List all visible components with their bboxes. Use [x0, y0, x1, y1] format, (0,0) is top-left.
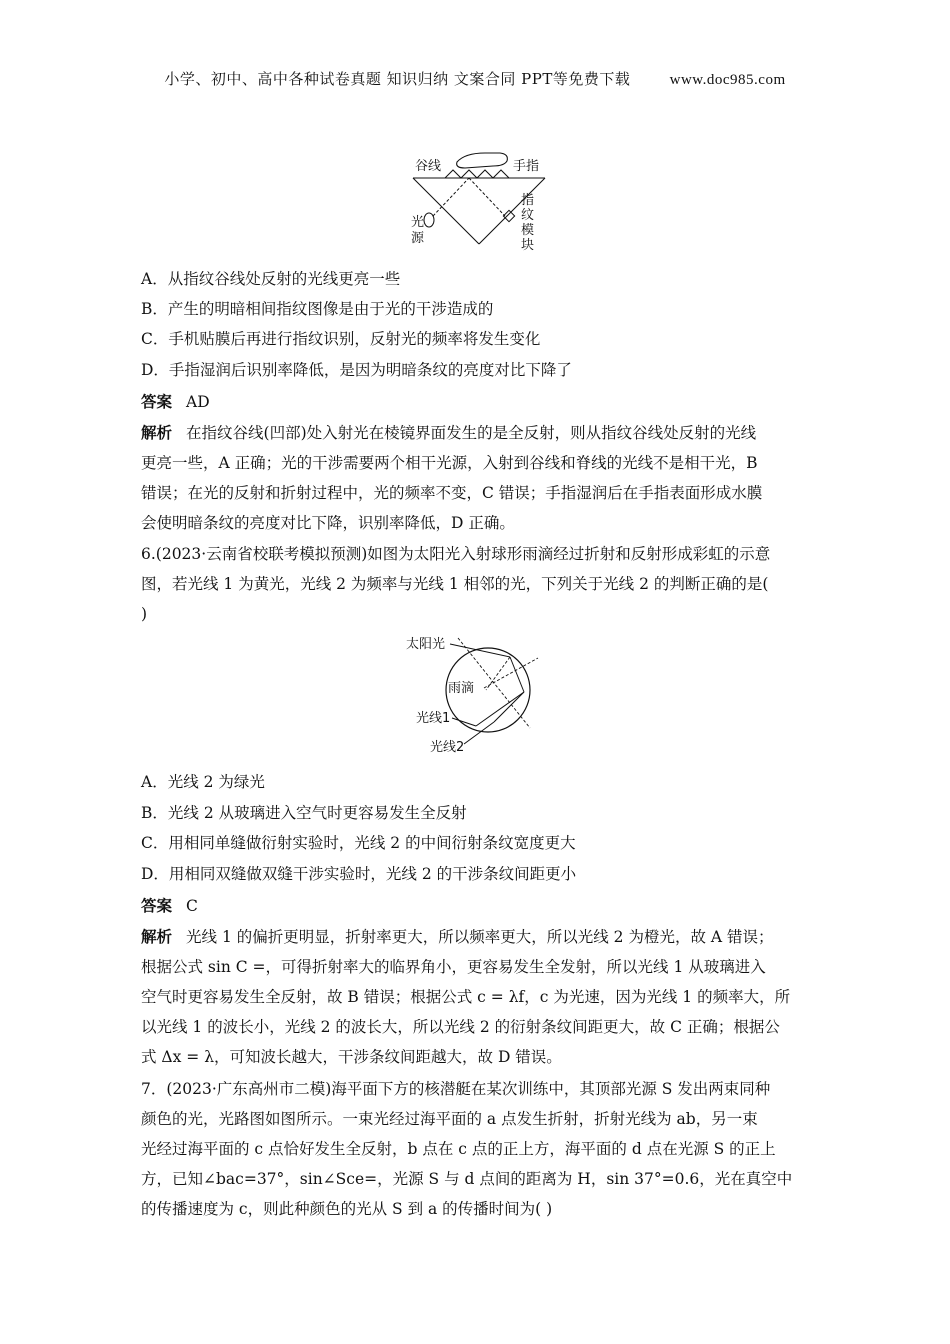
q7-stem-line-4: 方，已知∠bac=37°，sin∠Sce=，光源 S 与 d 点间的距离为 H，sin 37°=0.6，光在真空中 — [141, 1170, 793, 1188]
q5-answer-value: AD — [186, 393, 210, 411]
q6-analysis-text-1: 光线 1 的偏折更明显，折射率更大，所以频率更大，所以光线 2 为橙光，故 A 错误； — [186, 928, 774, 946]
ray1-label: 光线1 — [416, 711, 451, 726]
q6-stem-line-2: 图，若光线 1 为黄光，光线 2 为频率与光线 1 相邻的光，下列关于光线 2 的判断正确的是( — [141, 575, 769, 593]
q6-analysis-line-3: 空气时更容易发生全反射，故 B 错误；根据公式 c = λf，c 为光速，因为光线 1 的频率大，所 — [141, 988, 791, 1006]
q5-analysis-line-1 — [141, 422, 813, 444]
q5-analysis-line-4: 会使明暗条纹的亮度对比下降，识别率降低，D 正确。 — [141, 514, 515, 532]
q5-analysis-label: 解析 — [141, 423, 173, 442]
q6-analysis-line-2: 根据公式 sin C =，可得折射率大的临界角小，更容易发生全发射，所以光线 1 从玻璃进入 — [141, 958, 766, 976]
out-ray-2 — [464, 722, 494, 744]
finger-ridges — [445, 170, 509, 178]
q6-analysis-line-5: 式 Δx = λ，可知波长越大，干涉条纹间距越大，故 D 错误。 — [141, 1048, 562, 1066]
q7-stem-line-5: 的传播速度为 c，则此种颜色的光从 S 到 a 的传播时间为( ) — [141, 1200, 553, 1218]
module-label-4: 块 — [521, 238, 535, 253]
module-label-3: 模 — [521, 223, 535, 238]
q6-analysis-line-4: 以光线 1 的波长小，光线 2 的波长大，所以光线 2 的衍射条纹间距更大，故 C 正确；根据公 — [141, 1018, 780, 1036]
q6-stem-line-1: 6.(2023·云南省校联考模拟预测)如图为太阳光入射球形雨滴经过折射和反射形成彩虹的示意 — [141, 545, 771, 563]
q6-option-a: A．光线 2 为绿光 — [141, 773, 265, 791]
q5-option-a: A．从指纹谷线处反射的光线更亮一些 — [141, 270, 401, 288]
q6-analysis-line-1 — [141, 926, 813, 948]
light-source-label-2: 源 — [411, 231, 425, 246]
q7-stem-line-3: 光经过海平面的 c 点恰好发生全反射，b 点在 c 点的正上方，海平面的 d 点在光源 S 的正上 — [141, 1140, 776, 1158]
q5-analysis-line-3: 错误；在光的反射和折射过程中，光的频率不变，C 错误；手指湿润后在手指表面形成水膜 — [141, 484, 763, 502]
fingerprint-figure — [405, 148, 555, 260]
q6-answer-value: C — [186, 897, 198, 915]
q6-answer-label: 答案 — [141, 896, 173, 915]
q6-option-c: C．用相同单缝做衍射实验时，光线 2 的中间衍射条纹宽度更大 — [141, 834, 576, 852]
q5-option-c: C．手机贴膜后再进行指纹识别，反射光的频率将发生变化 — [141, 330, 541, 348]
raindrop-figure — [398, 630, 548, 758]
q6-option-b: B．光线 2 从玻璃进入空气时更容易发生全反射 — [141, 804, 467, 822]
ray-in — [433, 178, 469, 216]
fingerprint-module — [503, 210, 514, 221]
finger-outline — [457, 153, 508, 168]
q5-option-b: B．产生的明暗相间指纹图像是由于光的干涉造成的 — [141, 300, 494, 318]
raindrop-label: 雨滴 — [448, 681, 475, 696]
sun-label: 太阳光 — [406, 637, 446, 652]
page-header — [0, 68, 950, 89]
q5-analysis-line-2: 更亮一些，A 正确；光的干涉需要两个相干光源，入射到谷线和脊线的光线不是相干光，B — [141, 454, 758, 472]
module-label-1: 指 — [521, 193, 535, 208]
module-label-2: 纹 — [521, 208, 535, 223]
q7-stem-line-2: 颜色的光，光路图如图所示。一束光经过海平面的 a 点发生折射，折射光线为 ab，另一束 — [141, 1110, 758, 1128]
q5-answer — [141, 391, 813, 413]
q6-stem-line-3: ) — [141, 605, 148, 623]
header-text: 小学、初中、高中各种试卷真题 知识归纳 文案合同 PPT等免费下载 — [164, 70, 631, 88]
q6-answer — [141, 895, 813, 917]
valley-label: 谷线 — [415, 159, 442, 174]
inner-ray-1 — [510, 657, 524, 692]
header-site: www.doc985.com — [669, 72, 786, 88]
finger-label: 手指 — [513, 159, 540, 174]
q5-answer-label: 答案 — [141, 392, 173, 411]
q6-analysis-label: 解析 — [141, 927, 173, 946]
q6-option-d: D．用相同双缝做双缝干涉实验时，光线 2 的干涉条纹间距更小 — [141, 865, 577, 883]
q5-analysis-text-1: 在指纹谷线(凹部)处入射光在棱镜界面发生的是全反射，则从指纹谷线处反射的光线 — [186, 424, 757, 442]
ray-out — [469, 178, 505, 216]
prism-right — [479, 178, 545, 244]
q7-stem-line-1: 7．(2023·广东高州市二模)海平面下方的核潜艇在某次训练中，其顶部光源 S 发出两束同种 — [141, 1080, 771, 1098]
ray2-label: 光线2 — [430, 740, 465, 755]
light-source — [424, 213, 434, 227]
q5-option-d: D．手指湿润后识别率降低，是因为明暗条纹的亮度对比下降了 — [141, 361, 572, 379]
light-source-label-1: 光 — [411, 215, 425, 230]
